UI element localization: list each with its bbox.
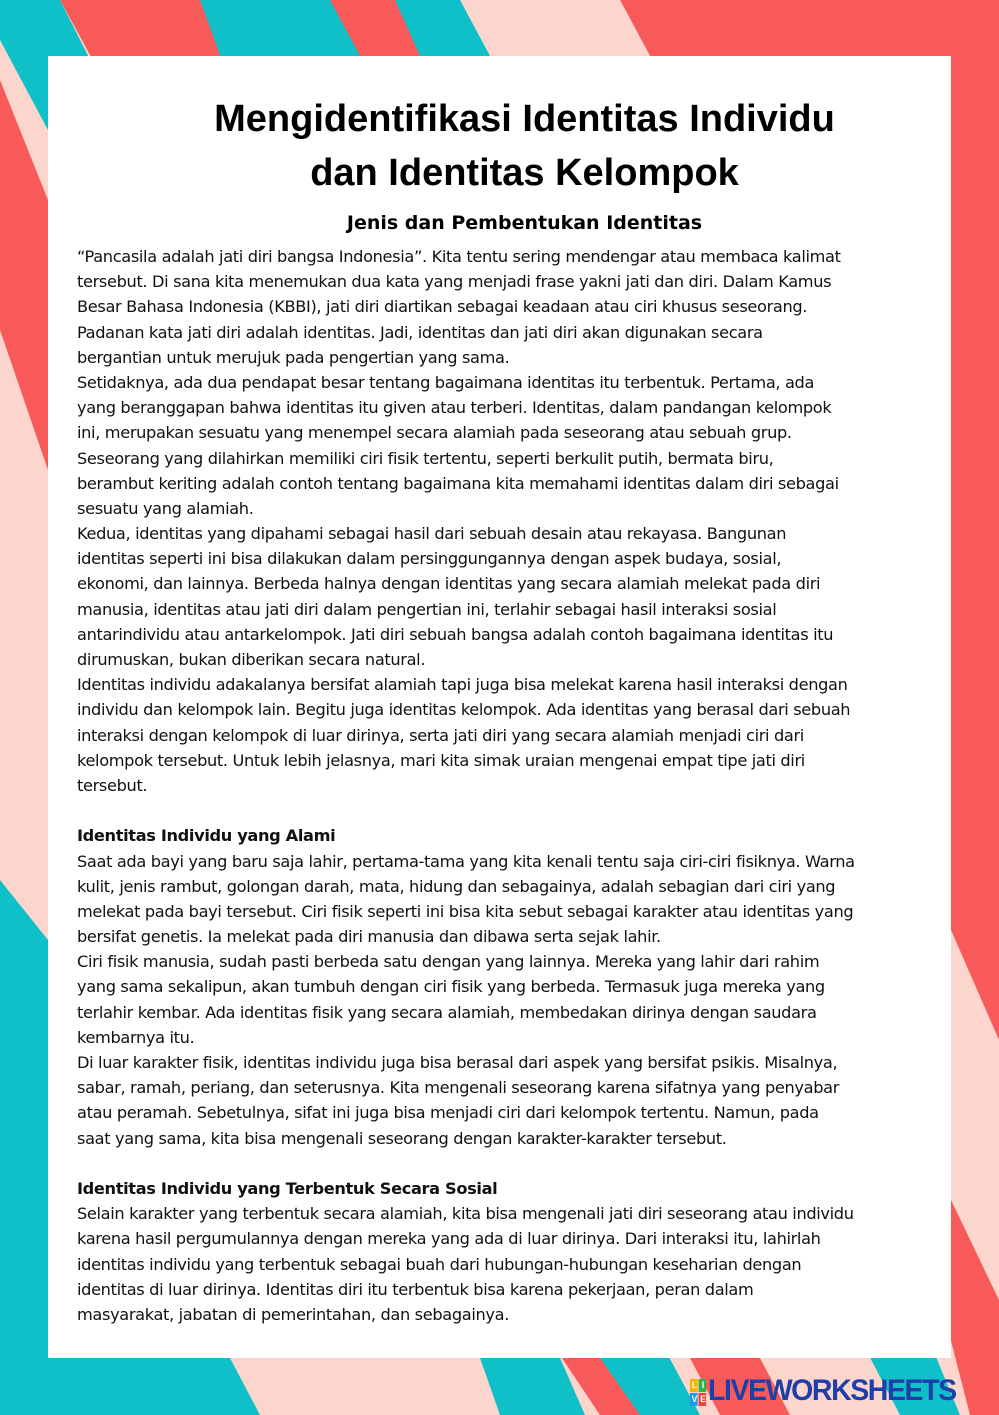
text-line: dirumuskan, bukan diberikan secara natural. (77, 650, 426, 669)
text-line: Ciri fisik manusia, sudah pasti berbeda satu dengan yang lainnya. Mereka yang lahir dari rahim (77, 952, 820, 972)
text-line: sesuatu yang alamiah. (77, 498, 254, 518)
paragraph-spacer (77, 798, 937, 823)
text-line: identitas seperti ini bisa dilakukan dalam persinggungannya dengan aspek budaya, sosial, (77, 549, 782, 569)
text-line: berambut keriting adalah contoh tentang bagaimana kita memahami identitas dalam diri sebagai (77, 473, 839, 493)
text-line: manusia, identitas atau jati diri dalam pengertian ini, terlahir sebagai hasil interaksi sosial (77, 599, 777, 619)
text-line: Identitas individu adakalanya bersifat alamiah tapi juga bisa melekat karena hasil interaksi dengan (77, 675, 848, 695)
text-line: masyarakat, jabatan di pemerintahan, dan sebagainya. (77, 1304, 509, 1324)
text-line: ini, merupakan sesuatu yang menempel secara alamiah pada seseorang atau sebuah grup. (77, 423, 792, 443)
subtitle: Jenis dan Pembentukan Identitas (346, 212, 703, 234)
text-line: tersebut. Di sana kita menemukan dua kata yang menjadi frase yakni jati dan diri. Dalam Kamus (77, 272, 832, 292)
liveworksheets-logo (690, 1374, 956, 1408)
text-line: interaksi dengan kelompok di luar dirinya, serta jati diri yang secara alamiah menjadi ciri dari (77, 725, 804, 745)
paragraph (77, 672, 937, 798)
paragraph (77, 521, 937, 672)
logo-mark-letter: V (691, 1393, 696, 1404)
text-line: karena hasil pergumulannya dengan mereka yang ada di luar dirinya. Dari interaksi itu, lahirlah (77, 1229, 821, 1249)
section-heading (77, 1176, 937, 1201)
text-line: kulit, jenis rambut, golongan darah, mata, hidung dan sebagainya, adalah sebagian dari ciri yang (77, 876, 836, 896)
text-line: kembarnya itu. (77, 1027, 195, 1047)
logo-mark-letter: E (700, 1393, 705, 1404)
text-line: bersifat genetis. Ia melekat pada diri manusia dan dibawa serta sejak lahir. (77, 927, 661, 947)
text-line: Selain karakter yang terbentuk secara alamiah, kita bisa mengenali jati diri seseorang atau individu (77, 1204, 854, 1224)
text-line: atau peramah. Sebetulnya, sifat ini juga bisa menjadi ciri dari kelompok tertentu. Namun, pada (77, 1103, 819, 1123)
logo-mark-letter: L (691, 1379, 696, 1390)
text-line: Identitas Individu yang Terbentuk Secara Sosial (77, 1178, 498, 1198)
worksheet-panel (48, 56, 951, 1358)
text-line: bergantian untuk merujuk pada pengertian yang sama. (77, 347, 510, 367)
title-line-1: Mengidentifikasi Identitas Individu (214, 98, 835, 140)
text-line: Kedua, identitas yang dipahami sebagai hasil dari sebuah desain atau rekayasa. Bangunan (77, 524, 787, 544)
text-line: individu dan kelompok lain. Begitu juga identitas kelompok. Ada identitas yang berasal dari sebuah (77, 700, 851, 720)
section-heading (77, 823, 937, 848)
paragraph (77, 1201, 937, 1327)
text-line: Setidaknya, ada dua pendapat besar tentang bagaimana identitas itu terbentuk. Pertama, ada (77, 372, 815, 392)
logo-mark-letter: I (699, 1379, 707, 1392)
text-line: sabar, ramah, periang, dan seterusnya. Kita mengenali seseorang karena sifatnya yang penyabar (77, 1078, 840, 1098)
paragraph (77, 244, 937, 370)
text-line: Besar Bahasa Indonesia (KBBI), jati diri diartikan sebagai keadaan atau ciri khusus seseorang. (77, 297, 808, 317)
text-line: Di luar karakter fisik, identitas individu juga bisa berasal dari aspek yang bersifat psikis. Misalnya, (77, 1053, 838, 1072)
paragraph (77, 849, 937, 950)
text-line: Identitas Individu yang Alami (77, 826, 336, 846)
logo-mark-icon (690, 1379, 706, 1406)
text-line: Saat ada bayi yang baru saja lahir, pertama-tama yang kita kenali tentu saja ciri-ciri fisiknya. Warna (77, 851, 855, 871)
title-line-2: dan Identitas Kelompok (310, 152, 739, 194)
text-line: ekonomi, dan lainnya. Berbeda halnya dengan identitas yang secara alamiah melekat pada diri (77, 574, 821, 594)
logo-text: LIVEWORKSHEETS (708, 1374, 956, 1407)
text-line: identitas individu yang terbentuk sebagai buah dari hubungan-hubungan keseharian dengan (77, 1254, 802, 1274)
text-line: melekat pada bayi tersebut. Ciri fisik seperti ini bisa kita sebut sebagai karakter atau identitas yang (77, 901, 854, 921)
text-line: kelompok tersebut. Untuk lebih jelasnya, mari kita simak uraian mengenai empat tipe jati diri (77, 750, 805, 770)
text-line: antarindividu atau antarkelompok. Jati diri sebuah bangsa adalah contoh bagaimana identitas itu (77, 624, 834, 644)
text-line: yang beranggapan bahwa identitas itu given atau terberi. Identitas, dalam pandangan kelompok (77, 398, 832, 418)
document-body (77, 244, 937, 1327)
text-line: Seseorang yang dilahirkan memiliki ciri fisik tertentu, seperti berkulit putih, bermata biru, (77, 448, 774, 468)
paragraph-spacer (77, 1151, 937, 1176)
text-line: yang sama sekalipun, akan tumbuh dengan ciri fisik yang berbeda. Termasuk juga mereka yang (77, 977, 825, 997)
paragraph (77, 949, 937, 1050)
text-line: Padanan kata jati diri adalah identitas. Jadi, identitas dan jati diri akan digunakan secara (77, 322, 763, 342)
text-line: tersebut. (77, 775, 148, 795)
text-line: “Pancasila adalah jati diri bangsa Indonesia”. Kita tentu sering mendengar atau membaca kalimat (77, 247, 841, 266)
text-line: identitas di luar dirinya. Identitas diri itu terbentuk bisa karena pekerjaan, peran dalam (77, 1279, 754, 1299)
text-line: terlahir kembar. Ada identitas fisik yang secara alamiah, membedakan dirinya dengan saudara (77, 1002, 817, 1022)
paragraph (77, 370, 937, 521)
text-line: saat yang sama, kita bisa mengenali seseorang dengan karakter-karakter tersebut. (77, 1128, 727, 1148)
paragraph (77, 1050, 937, 1151)
